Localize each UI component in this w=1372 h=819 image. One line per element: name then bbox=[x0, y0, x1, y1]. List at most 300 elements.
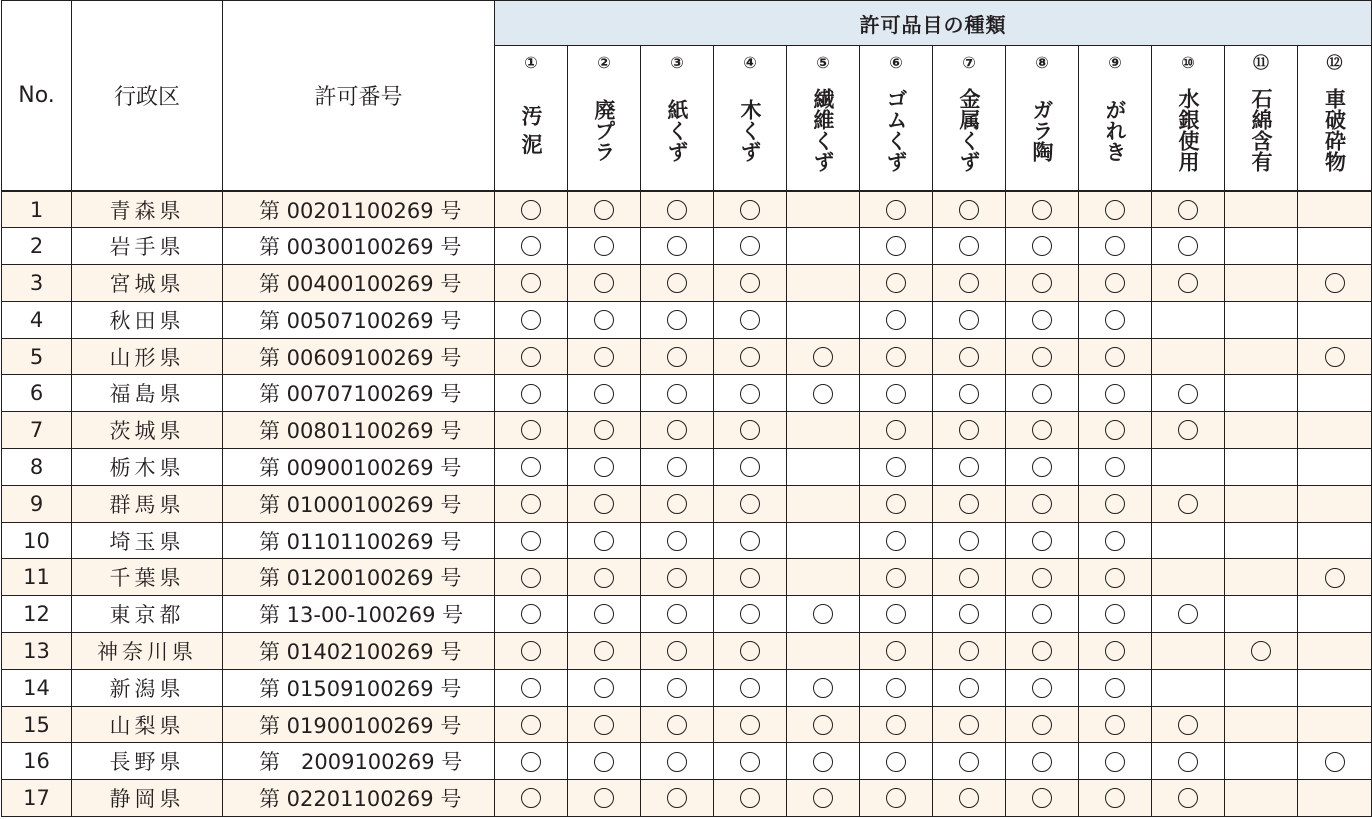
item-cell-12 bbox=[1298, 485, 1372, 522]
table-row bbox=[2, 559, 1372, 596]
item-cell-5 bbox=[787, 596, 860, 633]
permitted-circle-icon bbox=[1325, 273, 1345, 293]
item-cell-8 bbox=[1006, 338, 1079, 375]
permitted-circle-icon bbox=[521, 236, 541, 256]
item-cell-11 bbox=[1225, 301, 1298, 338]
region-name: 千葉県 bbox=[72, 559, 223, 596]
permitted-circle-icon bbox=[1178, 715, 1198, 735]
table-row bbox=[2, 449, 1372, 486]
item-cell-3 bbox=[641, 780, 714, 817]
item-cell-1 bbox=[495, 265, 568, 302]
permitted-circle-icon bbox=[740, 752, 760, 772]
permitted-circle-icon bbox=[1105, 200, 1125, 220]
item-cell-7 bbox=[933, 375, 1006, 412]
header-item-number: ⑪ bbox=[1252, 53, 1269, 72]
item-cell-3 bbox=[641, 265, 714, 302]
row-number: 10 bbox=[2, 522, 72, 559]
item-cell-7 bbox=[933, 485, 1006, 522]
item-cell-2 bbox=[568, 669, 641, 706]
permitted-circle-icon bbox=[1178, 788, 1198, 808]
header-item-number: ⑦ bbox=[962, 53, 976, 72]
header-item-label: 紙くず bbox=[665, 98, 689, 162]
permitted-circle-icon bbox=[594, 384, 614, 404]
permitted-circle-icon bbox=[1105, 420, 1125, 440]
item-cell-2 bbox=[568, 559, 641, 596]
permitted-circle-icon bbox=[813, 678, 833, 698]
permit-number: 第 02201100269 号 bbox=[223, 780, 495, 817]
header-item-3 bbox=[641, 46, 714, 192]
permitted-circle-icon bbox=[886, 384, 906, 404]
permitted-circle-icon bbox=[1032, 200, 1052, 220]
permitted-circle-icon bbox=[667, 604, 687, 624]
permitted-circle-icon bbox=[1105, 236, 1125, 256]
permitted-circle-icon bbox=[594, 200, 614, 220]
item-cell-7 bbox=[933, 633, 1006, 670]
permitted-circle-icon bbox=[740, 200, 760, 220]
permit-number: 第 00507100269 号 bbox=[223, 301, 495, 338]
item-cell-1 bbox=[495, 669, 568, 706]
item-cell-11 bbox=[1225, 633, 1298, 670]
region-name: 埼玉県 bbox=[72, 522, 223, 559]
header-item-label: ガラ陶 bbox=[1030, 98, 1054, 162]
permitted-circle-icon bbox=[667, 310, 687, 330]
header-item-number: ⑨ bbox=[1108, 53, 1122, 72]
header-item-8 bbox=[1006, 46, 1079, 192]
header-no: No. bbox=[2, 1, 72, 192]
row-number: 12 bbox=[2, 596, 72, 633]
item-cell-9 bbox=[1079, 265, 1152, 302]
item-cell-9 bbox=[1079, 559, 1152, 596]
item-cell-2 bbox=[568, 375, 641, 412]
item-cell-11 bbox=[1225, 706, 1298, 743]
item-cell-5 bbox=[787, 191, 860, 228]
header-item-7 bbox=[933, 46, 1006, 192]
permitted-circle-icon bbox=[521, 347, 541, 367]
item-cell-7 bbox=[933, 596, 1006, 633]
permitted-circle-icon bbox=[886, 310, 906, 330]
item-cell-9 bbox=[1079, 191, 1152, 228]
item-cell-10 bbox=[1152, 265, 1225, 302]
region-name: 静岡県 bbox=[72, 780, 223, 817]
item-cell-7 bbox=[933, 449, 1006, 486]
item-cell-6 bbox=[860, 265, 933, 302]
permitted-circle-icon bbox=[959, 384, 979, 404]
header-item-label: 水銀使用 bbox=[1176, 88, 1200, 172]
permitted-circle-icon bbox=[594, 715, 614, 735]
permitted-circle-icon bbox=[886, 604, 906, 624]
item-cell-6 bbox=[860, 706, 933, 743]
permit-number: 第 01900100269 号 bbox=[223, 706, 495, 743]
region-name: 神奈川県 bbox=[72, 633, 223, 670]
permitted-circle-icon bbox=[1105, 678, 1125, 698]
header-item-9 bbox=[1079, 46, 1152, 192]
permitted-circle-icon bbox=[594, 531, 614, 551]
permitted-circle-icon bbox=[959, 678, 979, 698]
item-cell-9 bbox=[1079, 633, 1152, 670]
region-name: 長野県 bbox=[72, 743, 223, 780]
item-cell-4 bbox=[714, 191, 787, 228]
item-cell-10 bbox=[1152, 228, 1225, 265]
item-cell-7 bbox=[933, 265, 1006, 302]
permitted-circle-icon bbox=[813, 715, 833, 735]
permitted-circle-icon bbox=[959, 236, 979, 256]
item-cell-2 bbox=[568, 596, 641, 633]
permitted-circle-icon bbox=[1105, 752, 1125, 772]
permitted-circle-icon bbox=[740, 715, 760, 735]
item-cell-12 bbox=[1298, 780, 1372, 817]
item-cell-1 bbox=[495, 706, 568, 743]
header-item-label: 金属くず bbox=[957, 88, 981, 172]
item-cell-9 bbox=[1079, 743, 1152, 780]
item-cell-3 bbox=[641, 596, 714, 633]
row-number: 7 bbox=[2, 412, 72, 449]
item-cell-3 bbox=[641, 375, 714, 412]
item-cell-8 bbox=[1006, 596, 1079, 633]
item-cell-8 bbox=[1006, 412, 1079, 449]
item-cell-4 bbox=[714, 780, 787, 817]
header-item-1 bbox=[495, 46, 568, 192]
permitted-circle-icon bbox=[1032, 494, 1052, 514]
permitted-circle-icon bbox=[667, 788, 687, 808]
item-cell-11 bbox=[1225, 338, 1298, 375]
item-cell-9 bbox=[1079, 228, 1152, 265]
table-header bbox=[2, 1, 1372, 192]
item-cell-4 bbox=[714, 596, 787, 633]
item-cell-11 bbox=[1225, 412, 1298, 449]
row-number: 6 bbox=[2, 375, 72, 412]
item-cell-8 bbox=[1006, 633, 1079, 670]
permitted-circle-icon bbox=[959, 531, 979, 551]
item-cell-7 bbox=[933, 228, 1006, 265]
item-cell-10 bbox=[1152, 338, 1225, 375]
item-cell-5 bbox=[787, 706, 860, 743]
item-cell-1 bbox=[495, 522, 568, 559]
row-number: 15 bbox=[2, 706, 72, 743]
header-item-4 bbox=[714, 46, 787, 192]
permitted-circle-icon bbox=[740, 641, 760, 661]
permitted-circle-icon bbox=[740, 531, 760, 551]
item-cell-11 bbox=[1225, 522, 1298, 559]
permitted-circle-icon bbox=[521, 531, 541, 551]
permitted-circle-icon bbox=[521, 200, 541, 220]
item-cell-9 bbox=[1079, 522, 1152, 559]
permitted-circle-icon bbox=[1105, 715, 1125, 735]
permitted-circle-icon bbox=[667, 715, 687, 735]
item-cell-11 bbox=[1225, 669, 1298, 706]
item-cell-11 bbox=[1225, 743, 1298, 780]
header-item-2 bbox=[568, 46, 641, 192]
region-name: 新潟県 bbox=[72, 669, 223, 706]
permitted-circle-icon bbox=[1325, 347, 1345, 367]
permitted-circle-icon bbox=[594, 752, 614, 772]
permitted-circle-icon bbox=[1178, 200, 1198, 220]
header-item-label: 汚 泥 bbox=[519, 105, 543, 155]
header-region: 行政区 bbox=[72, 1, 223, 192]
permitted-circle-icon bbox=[886, 347, 906, 367]
permitted-circle-icon bbox=[594, 273, 614, 293]
item-cell-12 bbox=[1298, 596, 1372, 633]
item-cell-12 bbox=[1298, 265, 1372, 302]
header-item-number: ⑤ bbox=[816, 53, 830, 72]
header-item-label: 木くず bbox=[738, 98, 762, 162]
item-cell-2 bbox=[568, 706, 641, 743]
item-cell-12 bbox=[1298, 375, 1372, 412]
permitted-circle-icon bbox=[740, 236, 760, 256]
permitted-circle-icon bbox=[521, 568, 541, 588]
item-cell-1 bbox=[495, 338, 568, 375]
item-cell-11 bbox=[1225, 780, 1298, 817]
permitted-circle-icon bbox=[740, 788, 760, 808]
item-cell-3 bbox=[641, 743, 714, 780]
row-number: 4 bbox=[2, 301, 72, 338]
item-cell-6 bbox=[860, 669, 933, 706]
permit-number: 第 00707100269 号 bbox=[223, 375, 495, 412]
item-cell-5 bbox=[787, 485, 860, 522]
item-cell-10 bbox=[1152, 485, 1225, 522]
header-item-label: 車破砕物 bbox=[1322, 88, 1347, 172]
permitted-circle-icon bbox=[886, 568, 906, 588]
item-cell-8 bbox=[1006, 449, 1079, 486]
item-cell-5 bbox=[787, 412, 860, 449]
permitted-circle-icon bbox=[813, 347, 833, 367]
table-row bbox=[2, 633, 1372, 670]
header-permit-item-types: 許可品目の種類 bbox=[495, 1, 1372, 46]
item-cell-7 bbox=[933, 743, 1006, 780]
region-name: 岩手県 bbox=[72, 228, 223, 265]
row-number: 5 bbox=[2, 338, 72, 375]
item-cell-7 bbox=[933, 706, 1006, 743]
item-cell-3 bbox=[641, 706, 714, 743]
permit-number: 第 13-00-100269 号 bbox=[223, 596, 495, 633]
item-cell-6 bbox=[860, 522, 933, 559]
table-row bbox=[2, 265, 1372, 302]
item-cell-7 bbox=[933, 559, 1006, 596]
permitted-circle-icon bbox=[521, 752, 541, 772]
item-cell-1 bbox=[495, 780, 568, 817]
permitted-circle-icon bbox=[740, 494, 760, 514]
item-cell-8 bbox=[1006, 743, 1079, 780]
item-cell-11 bbox=[1225, 265, 1298, 302]
permitted-circle-icon bbox=[594, 310, 614, 330]
item-cell-6 bbox=[860, 449, 933, 486]
permitted-circle-icon bbox=[594, 420, 614, 440]
item-cell-3 bbox=[641, 301, 714, 338]
permitted-circle-icon bbox=[1178, 236, 1198, 256]
item-cell-10 bbox=[1152, 633, 1225, 670]
item-cell-6 bbox=[860, 228, 933, 265]
item-cell-9 bbox=[1079, 485, 1152, 522]
item-cell-4 bbox=[714, 338, 787, 375]
item-cell-4 bbox=[714, 228, 787, 265]
permitted-circle-icon bbox=[886, 641, 906, 661]
item-cell-9 bbox=[1079, 669, 1152, 706]
region-name: 山梨県 bbox=[72, 706, 223, 743]
permitted-circle-icon bbox=[1105, 531, 1125, 551]
item-cell-6 bbox=[860, 633, 933, 670]
item-cell-7 bbox=[933, 301, 1006, 338]
item-cell-5 bbox=[787, 449, 860, 486]
item-cell-6 bbox=[860, 191, 933, 228]
permitted-circle-icon bbox=[1032, 347, 1052, 367]
permit-number: 第 00201100269 号 bbox=[223, 191, 495, 228]
item-cell-2 bbox=[568, 228, 641, 265]
permitted-circle-icon bbox=[1105, 273, 1125, 293]
header-item-10 bbox=[1152, 46, 1225, 192]
item-cell-4 bbox=[714, 301, 787, 338]
table-row bbox=[2, 228, 1372, 265]
permitted-circle-icon bbox=[521, 457, 541, 477]
header-item-label: がれき bbox=[1103, 98, 1127, 162]
item-cell-12 bbox=[1298, 633, 1372, 670]
item-cell-6 bbox=[860, 743, 933, 780]
item-cell-12 bbox=[1298, 449, 1372, 486]
permitted-circle-icon bbox=[1178, 384, 1198, 404]
permitted-circle-icon bbox=[521, 420, 541, 440]
permitted-circle-icon bbox=[959, 200, 979, 220]
item-cell-5 bbox=[787, 559, 860, 596]
item-cell-10 bbox=[1152, 559, 1225, 596]
item-cell-10 bbox=[1152, 706, 1225, 743]
item-cell-11 bbox=[1225, 228, 1298, 265]
item-cell-4 bbox=[714, 449, 787, 486]
item-cell-4 bbox=[714, 633, 787, 670]
item-cell-2 bbox=[568, 265, 641, 302]
permitted-circle-icon bbox=[1105, 347, 1125, 367]
item-cell-3 bbox=[641, 449, 714, 486]
header-item-number: ⑫ bbox=[1326, 53, 1343, 72]
item-cell-5 bbox=[787, 228, 860, 265]
permitted-circle-icon bbox=[594, 494, 614, 514]
permitted-circle-icon bbox=[1325, 752, 1345, 772]
item-cell-8 bbox=[1006, 706, 1079, 743]
item-cell-3 bbox=[641, 338, 714, 375]
item-cell-9 bbox=[1079, 706, 1152, 743]
permitted-circle-icon bbox=[1178, 273, 1198, 293]
header-item-number: ③ bbox=[670, 53, 684, 72]
item-cell-3 bbox=[641, 228, 714, 265]
permitted-circle-icon bbox=[886, 788, 906, 808]
item-cell-11 bbox=[1225, 596, 1298, 633]
permitted-circle-icon bbox=[886, 531, 906, 551]
permitted-circle-icon bbox=[521, 715, 541, 735]
item-cell-12 bbox=[1298, 743, 1372, 780]
item-cell-4 bbox=[714, 669, 787, 706]
item-cell-4 bbox=[714, 265, 787, 302]
permitted-circle-icon bbox=[667, 347, 687, 367]
permitted-circle-icon bbox=[1032, 788, 1052, 808]
permitted-circle-icon bbox=[521, 273, 541, 293]
header-item-label: 石綿含有 bbox=[1249, 88, 1273, 172]
table-row bbox=[2, 191, 1372, 228]
table-row bbox=[2, 743, 1372, 780]
permitted-circle-icon bbox=[959, 641, 979, 661]
permitted-circle-icon bbox=[594, 604, 614, 624]
item-cell-11 bbox=[1225, 449, 1298, 486]
permit-number: 第 00400100269 号 bbox=[223, 265, 495, 302]
permitted-circle-icon bbox=[886, 236, 906, 256]
row-number: 3 bbox=[2, 265, 72, 302]
region-name: 群馬県 bbox=[72, 485, 223, 522]
permitted-circle-icon bbox=[1105, 641, 1125, 661]
item-cell-12 bbox=[1298, 301, 1372, 338]
permitted-circle-icon bbox=[1032, 457, 1052, 477]
header-item-number: ⑩ bbox=[1181, 53, 1195, 72]
permitted-circle-icon bbox=[1032, 752, 1052, 772]
item-cell-11 bbox=[1225, 191, 1298, 228]
item-cell-12 bbox=[1298, 228, 1372, 265]
item-cell-2 bbox=[568, 338, 641, 375]
item-cell-5 bbox=[787, 522, 860, 559]
region-name: 山形県 bbox=[72, 338, 223, 375]
permitted-circle-icon bbox=[1178, 752, 1198, 772]
item-cell-6 bbox=[860, 301, 933, 338]
item-cell-2 bbox=[568, 522, 641, 559]
permitted-circle-icon bbox=[594, 457, 614, 477]
table-row bbox=[2, 338, 1372, 375]
item-cell-7 bbox=[933, 780, 1006, 817]
permitted-circle-icon bbox=[740, 568, 760, 588]
permitted-circle-icon bbox=[1032, 531, 1052, 551]
item-cell-11 bbox=[1225, 485, 1298, 522]
item-cell-6 bbox=[860, 559, 933, 596]
row-number: 9 bbox=[2, 485, 72, 522]
item-cell-7 bbox=[933, 191, 1006, 228]
permitted-circle-icon bbox=[521, 310, 541, 330]
permit-number: 第 00300100269 号 bbox=[223, 228, 495, 265]
item-cell-3 bbox=[641, 522, 714, 559]
item-cell-9 bbox=[1079, 449, 1152, 486]
item-cell-5 bbox=[787, 301, 860, 338]
item-cell-1 bbox=[495, 228, 568, 265]
permitted-circle-icon bbox=[1032, 715, 1052, 735]
item-cell-10 bbox=[1152, 596, 1225, 633]
item-cell-5 bbox=[787, 338, 860, 375]
permitted-circle-icon bbox=[959, 494, 979, 514]
permit-number: 第 00801100269 号 bbox=[223, 412, 495, 449]
header-item-label: 廃プラ bbox=[592, 98, 616, 162]
header-item-number: ① bbox=[524, 53, 538, 72]
item-cell-7 bbox=[933, 412, 1006, 449]
item-cell-3 bbox=[641, 191, 714, 228]
permitted-circle-icon bbox=[740, 420, 760, 440]
item-cell-9 bbox=[1079, 780, 1152, 817]
permit-number: 第 01000100269 号 bbox=[223, 485, 495, 522]
row-number: 16 bbox=[2, 743, 72, 780]
item-cell-10 bbox=[1152, 780, 1225, 817]
permitted-circle-icon bbox=[959, 604, 979, 624]
permitted-circle-icon bbox=[886, 457, 906, 477]
permit-number: 第 01200100269 号 bbox=[223, 559, 495, 596]
header-permit-number: 許可番号 bbox=[223, 1, 495, 192]
permitted-circle-icon bbox=[521, 788, 541, 808]
permitted-circle-icon bbox=[1032, 384, 1052, 404]
permitted-circle-icon bbox=[1032, 678, 1052, 698]
permitted-circle-icon bbox=[1032, 273, 1052, 293]
item-cell-10 bbox=[1152, 743, 1225, 780]
item-cell-5 bbox=[787, 780, 860, 817]
item-cell-1 bbox=[495, 743, 568, 780]
item-cell-11 bbox=[1225, 375, 1298, 412]
item-cell-12 bbox=[1298, 522, 1372, 559]
permitted-circle-icon bbox=[959, 715, 979, 735]
permitted-circle-icon bbox=[959, 752, 979, 772]
row-number: 17 bbox=[2, 780, 72, 817]
item-cell-4 bbox=[714, 375, 787, 412]
table-row bbox=[2, 485, 1372, 522]
permitted-circle-icon bbox=[1105, 310, 1125, 330]
region-name: 福島県 bbox=[72, 375, 223, 412]
item-cell-8 bbox=[1006, 485, 1079, 522]
